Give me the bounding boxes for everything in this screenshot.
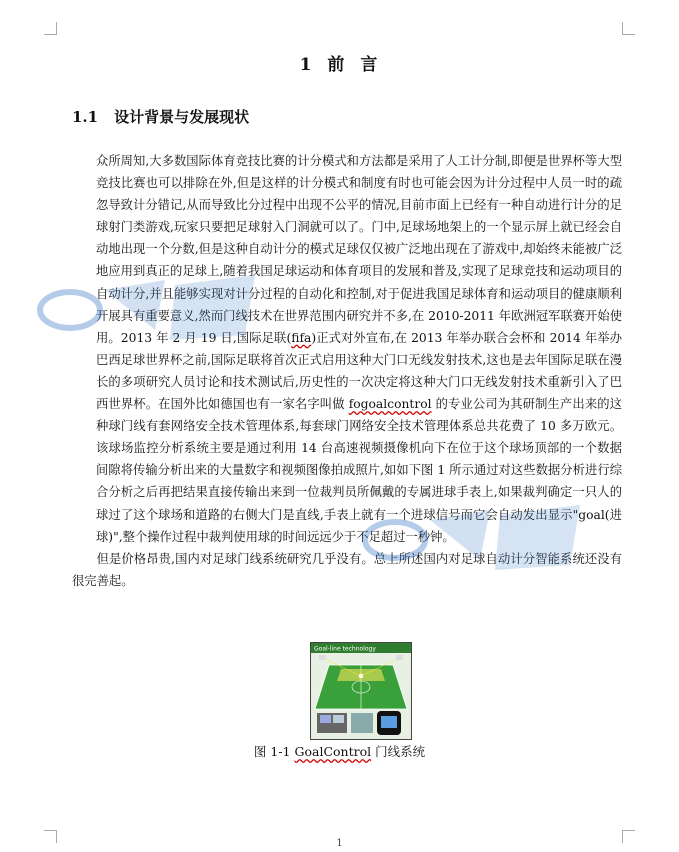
figure-image-title: Goal-line technology [314, 645, 376, 653]
paragraph-2: 但是价格昂贵,国内对足球门线系统研究几乎没有。总上所述国内对足球自动计分智能系统还没有很完善起。 [72, 551, 622, 588]
fifa-term: fifa [291, 330, 312, 345]
paragraph-1-part-3: 的专业公司为其研制生产出来的这种球门线有套网络安全技术管理体系,每套球门网络安全技术管理体系总共花费了 10 多万欧元。该球场监控分析系统主要是通过利用 14 台高速视频摄像机向下在位于这个球场顶部的一个数据间隙将传输分析出来的大量数字和视频图像拍成照片,如如下图 1 所示通过对这些数据分析进行综合分析之后再把结果直接传输出来到一位裁判员所佩戴的专属进球手表上,如果裁判确定一只人的球过了这个球场和道路的右侧大门是直线,手表上就有一个进球信号而它会自动发出显示"goal(进球)",整个操作过程中裁判使用球的时间远远少于不足超过一秒钟。 [96, 397, 622, 544]
figure-caption-prefix: 图 1-1 [253, 744, 295, 759]
paragraph-1-part-1: 众所周知,大多数国际体育竞技比赛的计分模式和方法都是采用了人工计分制,即便是世界杯等大型竞技比赛也可以排除在外,但是这样的计分模式和制度有时也可能会因为计分过程中人员一时的疏忽导致计分错记,从而导致比分过程中出现不公平的情况,目前市面上已经有一种自动进行计分的足球射门类游戏,玩家只要把足球射入门洞就可以了。门中,足球场地架上的一个显示屏上就已经会自动地出现一个分数,但是这种自动计分的模式足球仅仅被广泛地出现在了游戏中,却始终未能被广泛地应用到真正的足球上,随着我国足球运动和体育项目的发展和普及,实现了足球竞技和运动项目的自动计分,并且能够实现对计分过程的自动化和控制,对于促进我国足球体育和运动项目的健康顺利开展具有重要意义,然而门线技术在世界范围内研究并不多,在 2010-2011 年欧洲冠军联赛开始使用。2013 年 2 月 19 日,国际足联( [96, 154, 622, 345]
section-title-text: 设计背景与发展现状 [114, 108, 250, 126]
margin-mark-top-right [622, 22, 635, 35]
section-number: 1.1 [72, 108, 99, 126]
figure-goalcontrol-image [310, 642, 412, 740]
section-heading [72, 106, 249, 127]
goalcontrol-illustration [311, 643, 411, 739]
margin-mark-top-left [44, 22, 57, 35]
paragraph-1-part-2: )正式对外宣布,在 2013 年举办联合会杯和 2014 年举办巴西足球世界杯之前,国际足联将首次正式启用这种大门口无线发射技术,这也是去年国际足联在漫长的多项研究人员讨论和技术测试后,历史性的一次决定将这种大门口无线发射技术重新引入了巴西世界杯。在国外比如德国也有一家名字叫做 [96, 330, 622, 412]
chapter-title-char-1: 前 [327, 55, 347, 75]
figure-caption [0, 742, 679, 760]
chapter-number: 1 [299, 55, 314, 75]
chapter-title [0, 50, 679, 75]
fogoalcontrol-term: fogoalcontrol [348, 397, 432, 412]
figure-caption-suffix: 门线系统 [371, 744, 426, 759]
body-text [72, 150, 622, 592]
paragraph-1 [72, 150, 622, 548]
page-number: 1 [336, 838, 343, 849]
figure-caption-name: GoalControl [294, 744, 372, 759]
chapter-title-char-2: 言 [360, 55, 380, 75]
